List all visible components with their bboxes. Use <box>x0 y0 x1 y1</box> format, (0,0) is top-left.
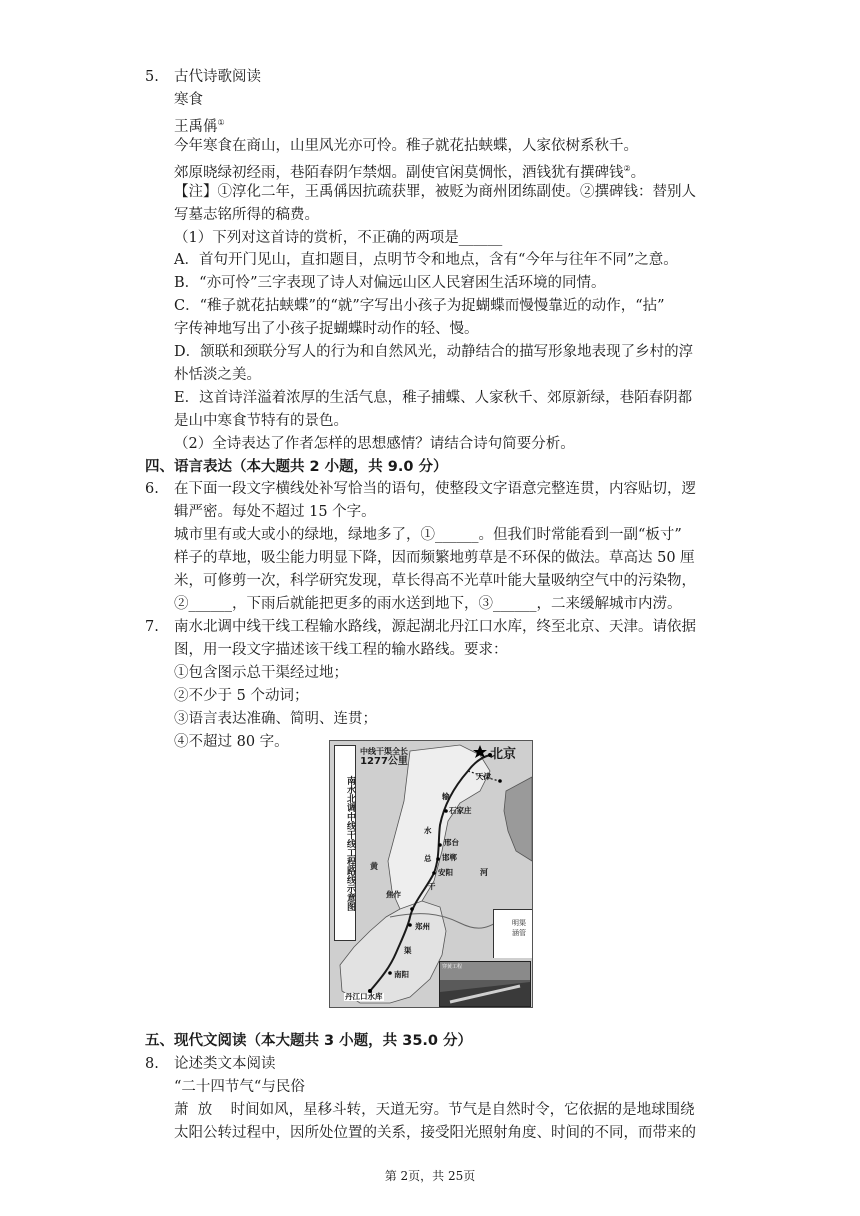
q6-line-5: 米，可修剪一次，科学研究发现，草长得高不光草叶能大量吸纳空气中的污染物， <box>174 573 696 589</box>
zhengzhou-label: 郑州 <box>415 922 430 931</box>
q6-number: 6. <box>145 481 159 497</box>
option-b: B．“亦可怜”三字表现了诗人对偏远山区人民窘困生活环境的同情。 <box>174 275 606 291</box>
map-length-label: 中线干渠全长 1277公里 <box>360 747 408 767</box>
q5-subquestion-1: （1）下列对这首诗的赏析，不正确的两项是______ <box>174 230 503 246</box>
handan-label: 邯郸 <box>442 853 457 862</box>
nanyang-dot <box>388 971 392 975</box>
article-line-2: 太阳公转过程中，因所处位置的关系，接受阳光照射角度、时间的不同，而带来的 <box>174 1125 696 1141</box>
poem-line-1: 今年寒食在商山，山里风光亦可怜。稚子就花拈蛱蝶，人家依树系秋千。 <box>174 138 638 154</box>
tianjin-dot <box>498 779 502 783</box>
xingtai-dot <box>438 843 442 847</box>
q8-heading: 论述类文本阅读 <box>174 1056 276 1072</box>
route-char-3: 总 <box>424 854 432 863</box>
shijiazhuang-dot <box>444 809 448 813</box>
poem-author: 王禹偁① <box>174 118 225 135</box>
q5-number: 5. <box>145 69 159 85</box>
q7-requirement-2: ②不少于 5 个动词； <box>174 688 309 704</box>
route-char-5: 渠 <box>404 946 412 955</box>
bohai-sea-shape <box>504 777 532 861</box>
q7-requirement-4: ④不超过 80 字。 <box>174 734 289 750</box>
jiaozuo-dot <box>410 907 414 911</box>
q5-heading: 古代诗歌阅读 <box>174 69 261 85</box>
q6-line-1: 在下面一段文字横线处补写恰当的语句，使整段文字语意完整连贯，内容贴切，逻 <box>174 481 696 497</box>
zhengzhou-dot <box>408 923 412 927</box>
route-char-1: 输 <box>442 792 450 801</box>
section-5-heading: 五、现代文阅读（本大题共 3 小题，共 35.0 分） <box>145 1033 473 1049</box>
shijiazhuang-label: 石家庄 <box>449 806 472 815</box>
option-c-line-1: C．“稚子就花拈蛱蝶”的“就”字写出小孩子为捉蝴蝶而慢慢靠近的动作，“拈” <box>174 298 665 314</box>
q7-requirement-3: ③语言表达准确、简明、连贯； <box>174 711 377 727</box>
river-label: 河 <box>480 868 488 877</box>
xingtai-label: 邢台 <box>444 838 459 847</box>
q7-line-1: 南水北调中线干线工程输水路线，源起湖北丹江口水库，终至北京、天津。请依据 <box>174 619 696 635</box>
legend-pipe-label: 涵管 <box>512 929 526 937</box>
route-char-4: 干 <box>428 882 436 891</box>
map-vertical-title: 南水北调中线干线工程路线示意图 <box>334 745 356 941</box>
q5-subquestion-2: （2）全诗表达了作者怎样的思想感情？请结合诗句简要分析。 <box>174 436 575 452</box>
inset-label: 穿黄工程 <box>442 964 463 970</box>
poem-note-mark: ② <box>623 164 631 173</box>
q6-line-4: 样子的草地，吸尘能力明显下降，因而频繁地剪草是不环保的做法。草高达 50 厘 <box>174 550 695 566</box>
q6-line-2: 辑严密。每处不超过 15 个字。 <box>174 504 376 520</box>
route-map <box>329 740 533 1008</box>
author-note-mark: ① <box>217 118 225 127</box>
nanyang-label: 南阳 <box>394 970 409 979</box>
danjiangkou-label: 丹江口水库 <box>345 992 383 1001</box>
poem-line-2: 郊原晓绿初经雨，巷陌春阴乍禁烟。副使官闲莫惆怅，酒钱犹有撰碑钱②。 <box>174 164 646 181</box>
article-line-1: 萧 放 时间如风，星移斗转，天道无穷。节气是自然时令，它依据的是地球围绕 <box>174 1102 695 1118</box>
q7-requirement-1: ①包含图示总干渠经过地； <box>174 665 348 681</box>
note-line-1: 【注】①淳化二年，王禹偁因抗疏获罪，被贬为商州团练副使。②撰碑钱：替别人 <box>174 184 696 200</box>
legend-open-label: 明渠 <box>512 919 526 927</box>
handan-dot <box>436 857 440 861</box>
option-e-line-1: E．这首诗洋溢着浓厚的生活气息，稚子捕蝶、人家秋千、郊原新绿，巷陌春阴都 <box>174 390 693 406</box>
anyang-label: 安阳 <box>438 868 453 877</box>
poem-title: 寒食 <box>174 92 203 108</box>
q7-line-2: 图，用一段文字描述该干线工程的输水路线。要求： <box>174 642 508 658</box>
q6-line-3: 城市里有或大或小的绿地，绿地多了，①______。但我们时常能看到一副“板寸” <box>174 527 682 543</box>
page-footer: 第 2页，共 25页 <box>384 1169 476 1183</box>
option-d-line-2: 朴恬淡之美。 <box>174 367 261 383</box>
option-d-line-1: D．颔联和颈联分写人的行为和自然风光，动静结合的描写形象地表现了乡村的淳 <box>174 344 694 360</box>
q6-line-6: ②______，下雨后就能把更多的雨水送到地下，③______，二来缓解城市内涝。 <box>174 596 682 612</box>
option-e-line-2: 是山中寒食节特有的景色。 <box>174 413 348 429</box>
jiaozuo-label: 焦作 <box>386 890 401 899</box>
route-char-2: 水 <box>424 826 432 835</box>
q8-number: 8. <box>145 1056 159 1072</box>
yellow-label: 黄 <box>370 862 378 871</box>
note-line-2: 写墓志铭所得的稿费。 <box>174 207 319 223</box>
inset-photo <box>439 961 531 1007</box>
option-c-line-2: 字传神地写出了小孩子捉蝴蝶时动作的轻、慢。 <box>174 321 479 337</box>
article-title: “二十四节气“与民俗 <box>174 1079 305 1095</box>
option-a: A．首句开门见山，直扣题目，点明节令和地点，含有“今年与往年不同”之意。 <box>174 252 678 268</box>
anyang-dot <box>432 871 436 875</box>
section-4-heading: 四、语言表达（本大题共 2 小题，共 9.0 分） <box>145 459 448 475</box>
q7-number: 7. <box>145 619 159 635</box>
tianjin-label: 天津 <box>476 772 491 781</box>
beijing-label: 北京 <box>490 747 517 762</box>
map-legend <box>493 909 532 958</box>
